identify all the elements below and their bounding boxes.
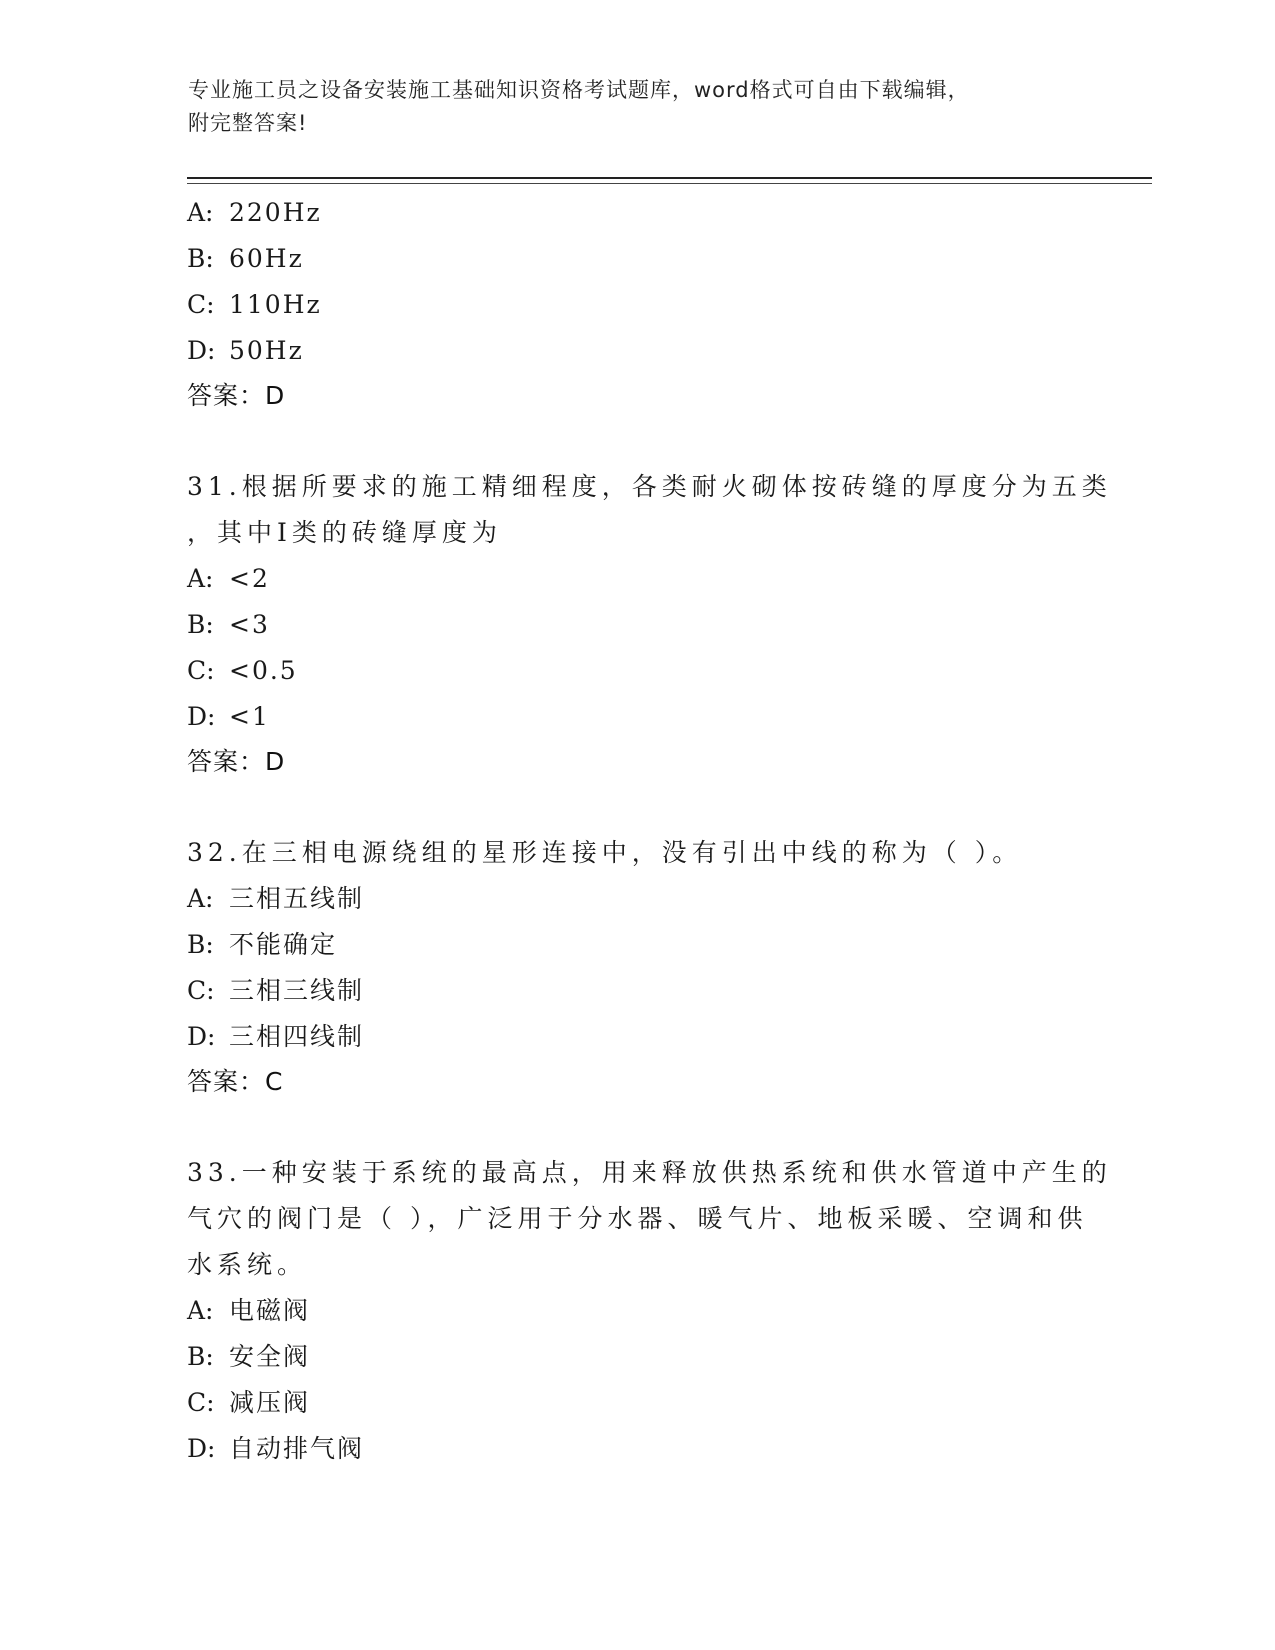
header-divider-thin (187, 183, 1152, 184)
option-b (187, 1334, 1087, 1380)
option-text: 60Hz (229, 244, 304, 273)
question-stem-line: ，其中Ⅰ类的砖缝厚度为 (187, 518, 502, 547)
option-text: 三相三线制 (229, 976, 365, 1005)
option-label: A: (187, 198, 214, 227)
question-32-block (187, 830, 1087, 1104)
option-text: <1 (229, 702, 270, 731)
option-label: B: (187, 610, 214, 639)
option-label: C: (187, 656, 215, 685)
answer-line: 答案：D (187, 747, 286, 776)
option-b (187, 922, 1087, 968)
option-b (187, 602, 1087, 648)
option-c (187, 648, 1087, 694)
option-text: 减压阀 (229, 1388, 311, 1417)
option-a (187, 190, 1087, 236)
option-text: 三相五线制 (229, 884, 365, 913)
option-text: 电磁阀 (229, 1296, 311, 1325)
option-text: 不能确定 (229, 930, 338, 959)
option-label: B: (187, 930, 214, 959)
question-30-block (187, 190, 1087, 418)
question-stem-line: 32.在三相电源绕组的星形连接中，没有引出中线的称为（ ）。 (187, 838, 1023, 867)
option-c (187, 968, 1087, 1014)
answer-line: 答案：D (187, 381, 286, 410)
option-a (187, 876, 1087, 922)
option-text: 安全阀 (229, 1342, 311, 1371)
question-31-block (187, 464, 1112, 784)
option-b (187, 236, 1087, 282)
question-stem-line: 气穴的阀门是（ ），广泛用于分水器、暖气片、地板采暖、空调和供 (187, 1204, 1088, 1233)
option-a (187, 556, 1087, 602)
answer-line: 答案：C (187, 1067, 284, 1096)
option-label: A: (187, 564, 214, 593)
question-stem-line: 31.根据所要求的施工精细程度，各类耐火砌体按砖缝的厚度分为五类 (187, 472, 1112, 501)
option-label: B: (187, 244, 214, 273)
option-text: <3 (229, 610, 270, 639)
spacer (187, 418, 1087, 464)
option-text: <0.5 (229, 656, 298, 685)
option-label: C: (187, 290, 215, 319)
option-text: 三相四线制 (229, 1022, 365, 1051)
document-header (188, 74, 1088, 140)
option-label: B: (187, 1342, 214, 1371)
question-33-block (187, 1150, 1112, 1472)
header-line-2: 附完整答案! (188, 111, 308, 135)
option-d (187, 1426, 1087, 1472)
header-divider-thick (187, 177, 1152, 179)
option-label: D: (187, 1434, 216, 1463)
option-label: D: (187, 702, 216, 731)
option-label: A: (187, 884, 214, 913)
option-c (187, 1380, 1087, 1426)
spacer (187, 784, 1087, 830)
option-text: 110Hz (229, 290, 322, 319)
option-text: 自动排气阀 (229, 1434, 365, 1463)
option-text: 220Hz (229, 198, 322, 227)
option-label: C: (187, 1388, 215, 1417)
spacer (187, 1104, 1087, 1150)
question-list (187, 190, 1112, 1472)
option-a (187, 1288, 1087, 1334)
option-label: D: (187, 336, 216, 365)
option-d (187, 694, 1087, 740)
option-label: A: (187, 1296, 214, 1325)
option-d (187, 328, 1087, 374)
question-stem-line: 水系统。 (187, 1250, 308, 1279)
option-label: D: (187, 1022, 216, 1051)
header-line-1: 专业施工员之设备安装施工基础知识资格考试题库，word格式可自由下载编辑， (188, 78, 970, 102)
option-label: C: (187, 976, 215, 1005)
option-c (187, 282, 1087, 328)
option-text: 50Hz (229, 336, 304, 365)
option-d (187, 1014, 1087, 1060)
question-stem-line: 33.一种安装于系统的最高点，用来释放供热系统和供水管道中产生的 (187, 1158, 1112, 1187)
option-text: <2 (229, 564, 270, 593)
